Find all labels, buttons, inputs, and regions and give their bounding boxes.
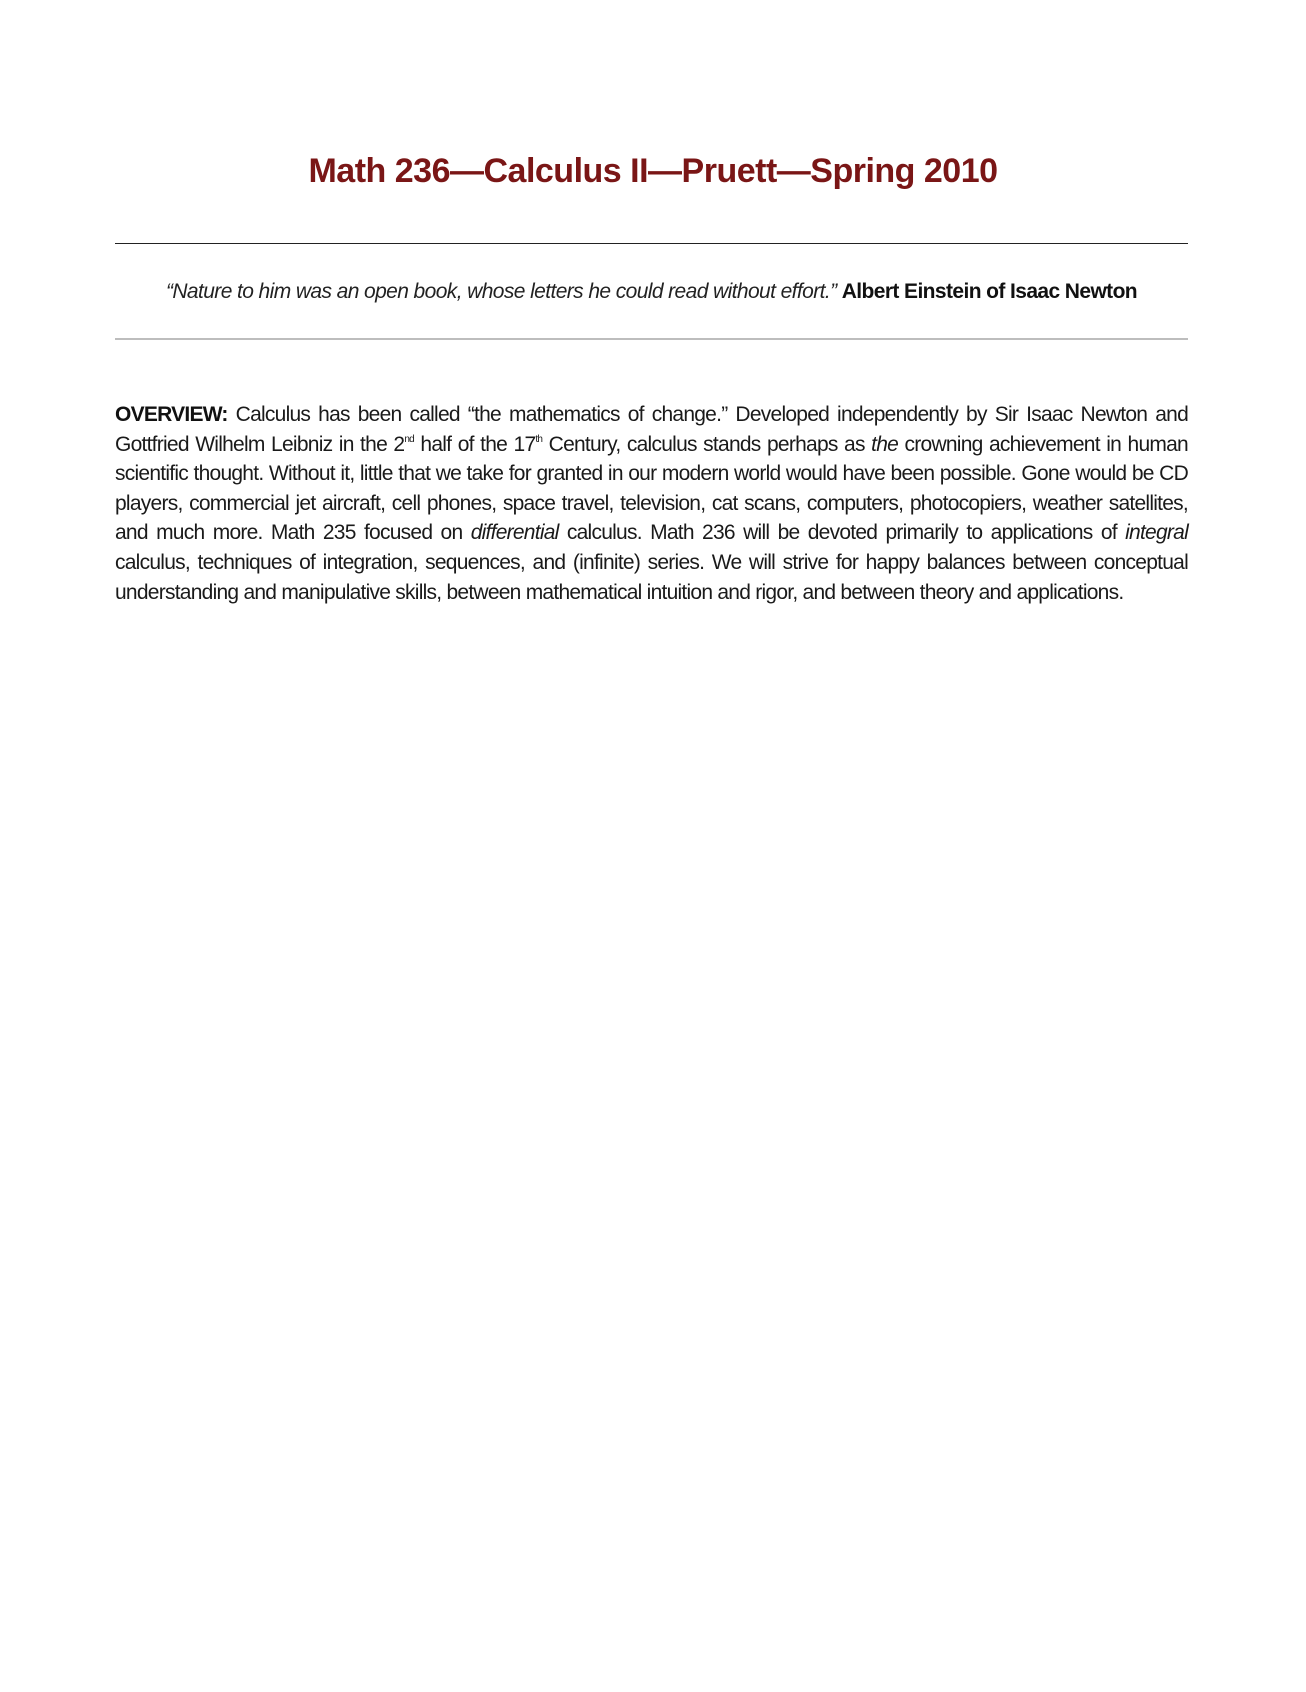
overview-text-6: calculus, techniques of integration, sequences, and (infinite) series. We will strive for happy balances between conceptual understanding and manipulative skills, between mathematical intuition and rigor, and between theory and applications.: [115, 550, 1188, 604]
emphasis-the: the: [871, 432, 899, 456]
epigraph-quote: [115, 280, 1188, 304]
overview-text-5: calculus. Math 236 will be devoted primarily to applications of: [558, 521, 1126, 545]
emphasis-integral: integral: [1125, 521, 1189, 545]
overview-text-1: Calculus has been called “the mathematics of change.” Developed independently by Sir Isaac Newton and Gottfried Wilhelm Leibniz in the 2: [115, 403, 1188, 456]
emphasis-differential: differential: [470, 521, 559, 545]
overview-text-3: Century, calculus stands perhaps as: [542, 432, 872, 456]
superscript-nd: nd: [404, 433, 414, 445]
overview-label: OVERVIEW:: [115, 403, 228, 426]
overview-paragraph: [115, 400, 1188, 607]
top-divider: [115, 243, 1188, 244]
overview-text-2: half of the 17: [413, 432, 536, 456]
quote-attribution: Albert Einstein of Isaac Newton: [841, 280, 1138, 303]
quote-text: “Nature to him was an open book, whose letters he could read without effort.”: [165, 280, 837, 303]
overview-text-4: crowning achievement in human scientific thought. Without it, little that we take for granted in our modern world would have been possible. Gone would be CD players, commercial jet aircraft, cell phones, space travel, television, cat scans, computers, photocopiers, weather satellites, and much more. Math 235 focused on: [115, 432, 1188, 545]
bottom-divider: [115, 338, 1188, 340]
superscript-th: th: [535, 433, 543, 445]
page-title: Math 236—Calculus II—Pruett—Spring 2010: [308, 152, 998, 190]
